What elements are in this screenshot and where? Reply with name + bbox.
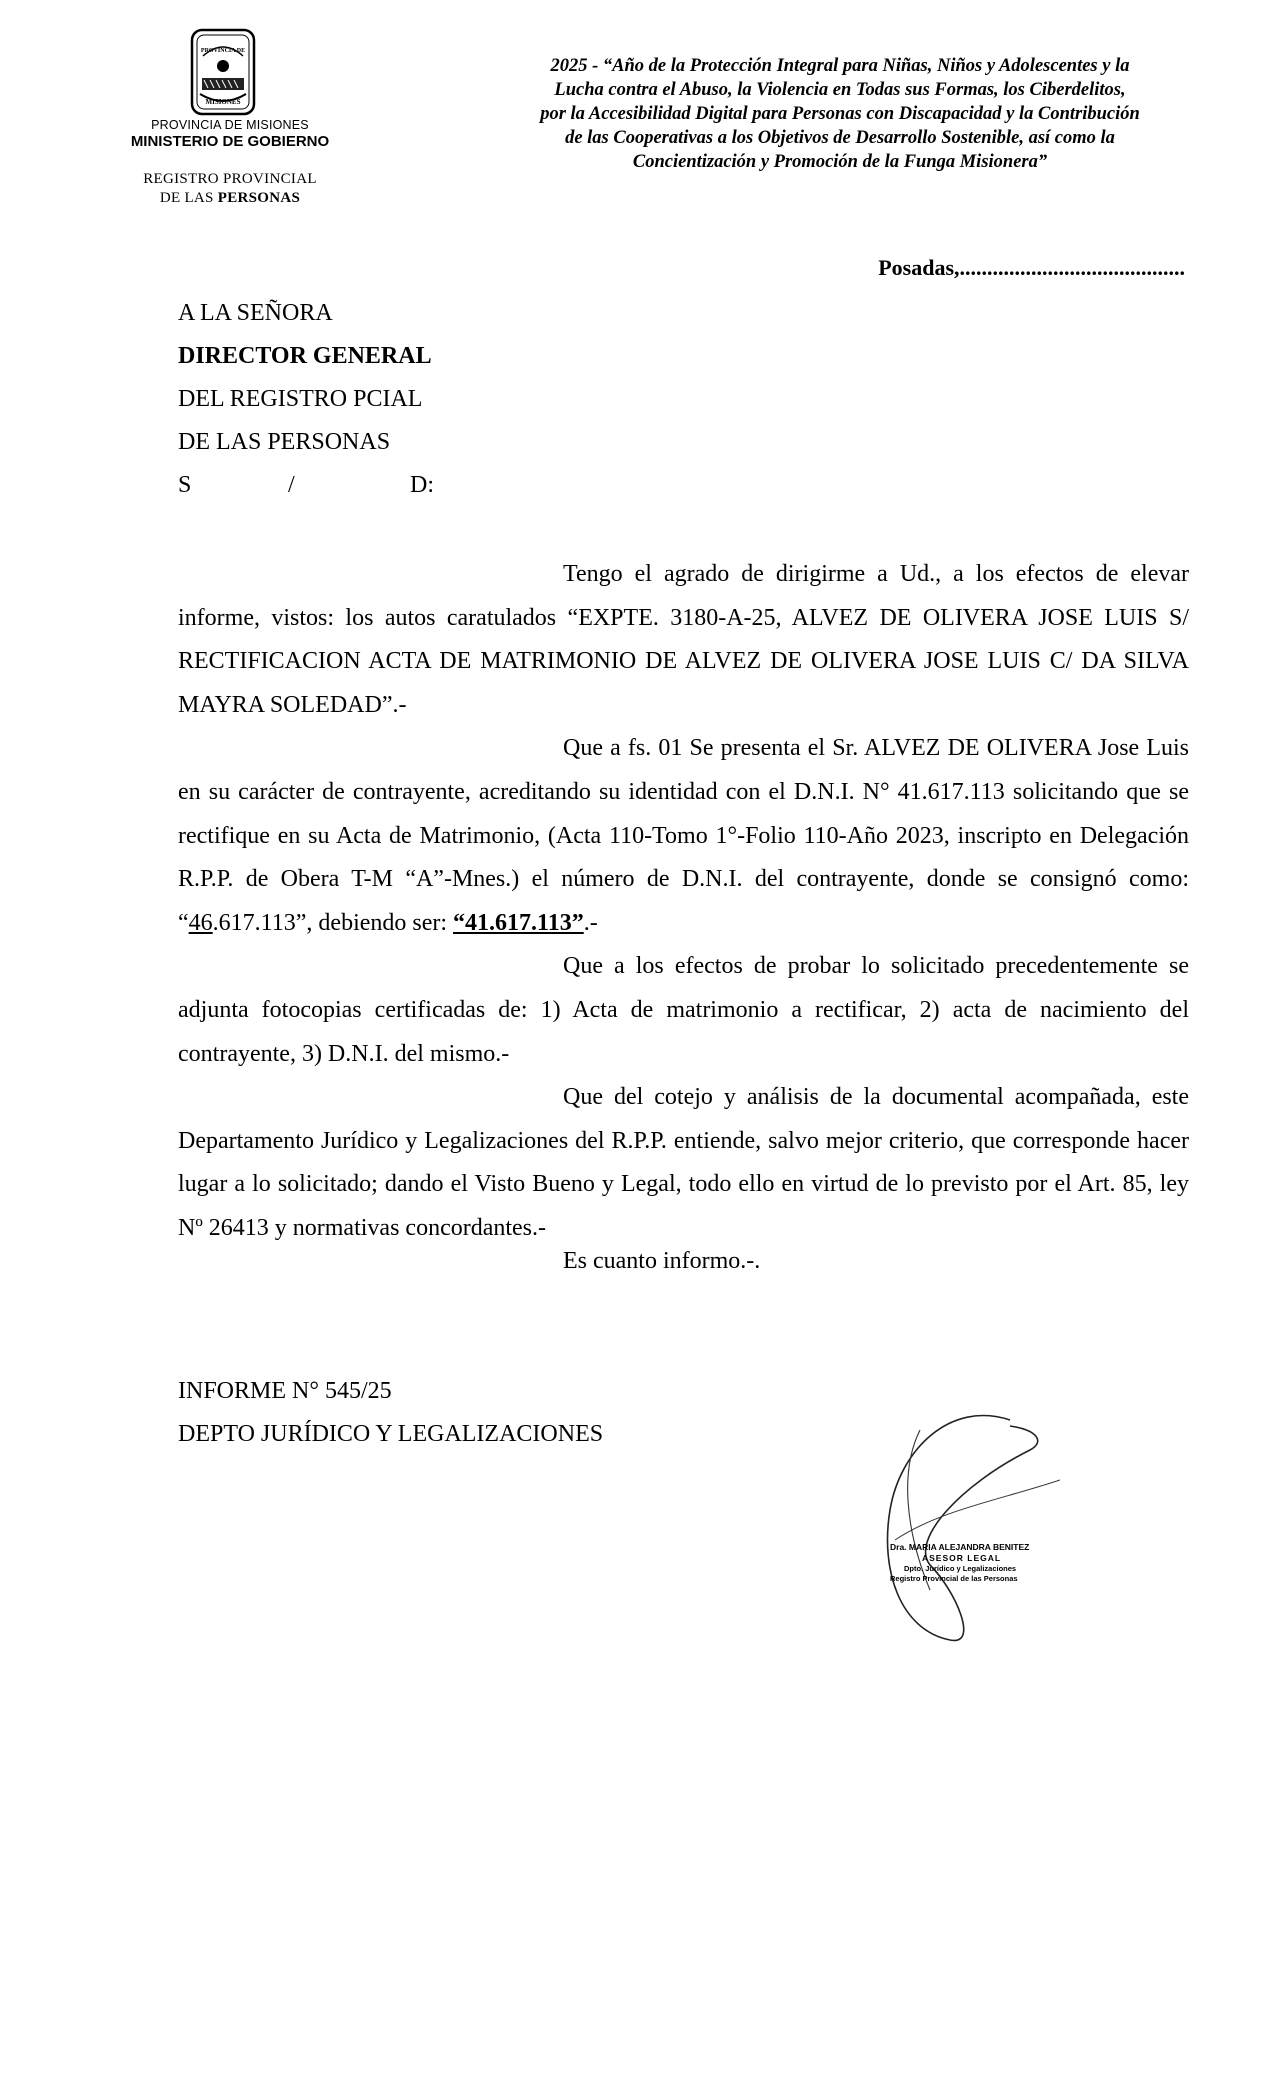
addressee-title: DIRECTOR GENERAL [178, 343, 432, 369]
wrong-dni-prefix: 46 [188, 909, 213, 936]
crest-text: PROVINCIA DE [200, 48, 246, 54]
motto-line: Concientización y Promoción de la Funga Misionera” [632, 152, 1048, 172]
header-registry-line1: REGISTRO PROVINCIAL [143, 171, 317, 187]
addressee-line3: DEL REGISTRO PCIAL [178, 386, 423, 412]
addressee-line1: A LA SEÑORA [178, 300, 333, 326]
paragraph-3: Que a los efectos de probar lo solicitado precedentemente se adjunta fotocopias certificadas de: 1) Acta de matrimonio a rectificar, 2) acta de nacimiento del contrayente, 3) D.N.I. del mismo.- [178, 953, 1189, 1067]
handwritten-signature [860, 1390, 1060, 1670]
addressee-line4: DE LAS PERSONAS [178, 429, 391, 455]
stamp-department: Dpto. Jurídico y Legalizaciones [904, 1564, 1017, 1573]
signature-block [860, 1390, 1060, 1670]
stamp-registry: Registro Provincial de las Personas [890, 1574, 1018, 1583]
salutation: S / D: [178, 472, 434, 498]
svg-text:MISIONES: MISIONES [205, 98, 241, 106]
header-registry-line2: DE LAS PERSONAS [159, 190, 301, 206]
report-number: INFORME N° 545/25 [178, 1378, 392, 1404]
stamp-role: ASESOR LEGAL [922, 1553, 1002, 1563]
province-crest-logo [178, 28, 268, 118]
year-motto [480, 54, 1200, 174]
correct-dni: “41.617.113” [453, 909, 584, 936]
header-province: PROVINCIA DE MISIONES [151, 118, 309, 132]
paragraph-4: Que del cotejo y análisis de la documental acompañada, este Departamento Jurídico y Legalizaciones del R.P.P. entiende, salvo mejor criterio, que corresponde hacer lugar a lo solicitado; dando el Visto Bueno y Legal, todo ello en virtud de lo previsto por el Art. 85, ley Nº 26413 y normativas concordantes.- [178, 1084, 1189, 1241]
department-name: DEPTO JURÍDICO Y LEGALIZACIONES [178, 1421, 604, 1447]
header-ministry: MINISTERIO DE GOBIERNO [130, 133, 330, 150]
closing-line: Es cuanto informo.-. [563, 1248, 761, 1274]
paragraph-1: Tengo el agrado de dirigirme a Ud., a los efectos de elevar informe, vistos: los autos caratulados “EXPTE. 3180-A-25, ALVEZ DE OLIVERA JOSE LUIS S/ RECTIFICACION ACTA DE MATRIMONIO DE ALVEZ DE OLIVERA JOSE LUIS C/ DA SILVA MAYRA SOLEDAD”.- [178, 561, 1189, 718]
place-date: Posadas,......................................... [878, 255, 1185, 280]
motto-line: por la Accesibilidad Digital para Personas con Discapacidad y la Contribución [540, 104, 1140, 124]
motto-line: 2025 - “Año de la Protección Integral para Niñas, Niños y Adolescentes y la [550, 56, 1130, 76]
motto-line: Lucha contra el Abuso, la Violencia en Todas sus Formas, los Ciberdelitos, [554, 80, 1126, 100]
paragraph-2: Que a fs. 01 Se presenta el Sr. ALVEZ DE OLIVERA Jose Luis en su carácter de contrayente, acreditando su identidad con el D.N.I. N° 41.617.113 solicitando que se rectifique en su Acta de Matrimonio, (Acta 110-Tomo 1°-Folio 110-Año 2023, inscripto en Delegación R.P.P. de Obera T-M “A”-Mnes.) el número de D.N.I. del contrayente, donde se consignó como: “46.617.113”, debiendo ser: “41.617.113”.- [178, 735, 1189, 936]
motto-line: de las Cooperativas a los Objetivos de Desarrollo Sostenible, así como la [565, 128, 1115, 148]
stamp-name: Dra. MARIA ALEJANDRA BENITEZ [890, 1542, 1030, 1552]
report-body [178, 553, 1189, 1251]
